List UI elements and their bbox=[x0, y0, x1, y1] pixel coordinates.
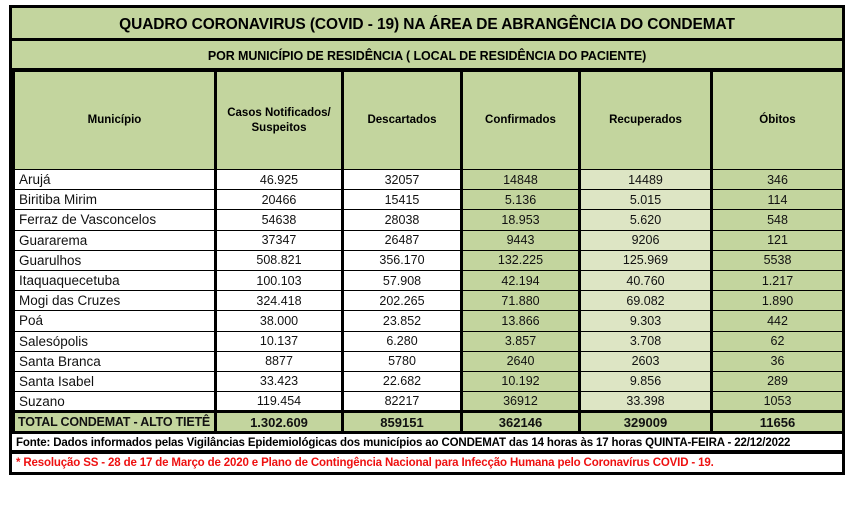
cell-confirmados: 36912 bbox=[462, 392, 580, 412]
cell-municipio: Salesópolis bbox=[14, 331, 216, 351]
cell-municipio: Suzano bbox=[14, 392, 216, 412]
cell-descartados: 57.908 bbox=[343, 270, 462, 290]
cell-notificados: 8877 bbox=[216, 351, 343, 371]
cell-notificados: 324.418 bbox=[216, 291, 343, 311]
table-row bbox=[14, 250, 844, 270]
cell-recuperados: 40.760 bbox=[580, 270, 712, 290]
cell-municipio: Santa Branca bbox=[14, 351, 216, 371]
cell-notificados: 33.423 bbox=[216, 371, 343, 391]
table-row bbox=[14, 351, 844, 371]
cell-descartados: 6.280 bbox=[343, 331, 462, 351]
cell-municipio: Mogi das Cruzes bbox=[14, 291, 216, 311]
cell-recuperados: 5.620 bbox=[580, 210, 712, 230]
table-row bbox=[14, 210, 844, 230]
cell-confirmados: 132.225 bbox=[462, 250, 580, 270]
cell-notificados: 100.103 bbox=[216, 270, 343, 290]
cell-obitos: 548 bbox=[712, 210, 844, 230]
cell-descartados: 28038 bbox=[343, 210, 462, 230]
page-subtitle: POR MUNICÍPIO DE RESIDÊNCIA ( LOCAL DE RESIDÊNCIA DO PACIENTE) bbox=[12, 41, 842, 71]
table-row bbox=[14, 392, 844, 412]
table-row bbox=[14, 190, 844, 210]
cell-confirmados: 9443 bbox=[462, 230, 580, 250]
cell-confirmados: 10.192 bbox=[462, 371, 580, 391]
cell-recuperados: 3.708 bbox=[580, 331, 712, 351]
cell-obitos: 114 bbox=[712, 190, 844, 210]
cell-municipio: Arujá bbox=[14, 170, 216, 190]
cell-obitos: 36 bbox=[712, 351, 844, 371]
table-row bbox=[14, 311, 844, 331]
cell-confirmados: 71.880 bbox=[462, 291, 580, 311]
header-row bbox=[14, 72, 844, 170]
table-row bbox=[14, 331, 844, 351]
table-header bbox=[14, 72, 844, 170]
cell-municipio: Itaquaquecetuba bbox=[14, 270, 216, 290]
cell-municipio: Santa Isabel bbox=[14, 371, 216, 391]
cell-confirmados: 3.857 bbox=[462, 331, 580, 351]
cell-notificados: 10.137 bbox=[216, 331, 343, 351]
cell-municipio: Poá bbox=[14, 311, 216, 331]
total-confirmados: 362146 bbox=[462, 412, 580, 433]
column-header-municipio: Município bbox=[14, 72, 216, 170]
cell-recuperados: 2603 bbox=[580, 351, 712, 371]
cell-recuperados: 125.969 bbox=[580, 250, 712, 270]
column-header-obitos: Óbitos bbox=[712, 72, 844, 170]
cell-recuperados: 14489 bbox=[580, 170, 712, 190]
source-note: Fonte: Dados informados pelas Vigilâncias Epidemiológicas dos municípios ao CONDEMAT das 14 horas às 17 horas QUINTA-FEIRA - 22/12/2022 bbox=[12, 434, 842, 453]
column-header-recuperados: Recuperados bbox=[580, 72, 712, 170]
total-descartados: 859151 bbox=[343, 412, 462, 433]
cell-descartados: 26487 bbox=[343, 230, 462, 250]
covid-data-table bbox=[12, 71, 845, 434]
table-row bbox=[14, 230, 844, 250]
table-body bbox=[14, 170, 844, 433]
cell-municipio: Biritiba Mirim bbox=[14, 190, 216, 210]
column-header-confirmados: Confirmados bbox=[462, 72, 580, 170]
page-title: QUADRO CORONAVIRUS (COVID - 19) NA ÁREA DE ABRANGÊNCIA DO CONDEMAT bbox=[12, 8, 842, 41]
cell-descartados: 32057 bbox=[343, 170, 462, 190]
table-row bbox=[14, 270, 844, 290]
table-row bbox=[14, 371, 844, 391]
cell-confirmados: 5.136 bbox=[462, 190, 580, 210]
cell-notificados: 20466 bbox=[216, 190, 343, 210]
cell-obitos: 1.217 bbox=[712, 270, 844, 290]
cell-municipio: Guarulhos bbox=[14, 250, 216, 270]
cell-confirmados: 18.953 bbox=[462, 210, 580, 230]
cell-municipio: Guararema bbox=[14, 230, 216, 250]
column-header-notificados bbox=[216, 72, 343, 170]
cell-notificados: 54638 bbox=[216, 210, 343, 230]
cell-recuperados: 69.082 bbox=[580, 291, 712, 311]
table-row bbox=[14, 170, 844, 190]
cell-notificados: 37347 bbox=[216, 230, 343, 250]
cell-confirmados: 14848 bbox=[462, 170, 580, 190]
cell-confirmados: 2640 bbox=[462, 351, 580, 371]
cell-obitos: 62 bbox=[712, 331, 844, 351]
cell-descartados: 15415 bbox=[343, 190, 462, 210]
cell-obitos: 5538 bbox=[712, 250, 844, 270]
cell-recuperados: 5.015 bbox=[580, 190, 712, 210]
cell-descartados: 22.682 bbox=[343, 371, 462, 391]
table-row bbox=[14, 291, 844, 311]
cell-notificados: 119.454 bbox=[216, 392, 343, 412]
cell-obitos: 346 bbox=[712, 170, 844, 190]
total-obitos: 11656 bbox=[712, 412, 844, 433]
total-label: TOTAL CONDEMAT - ALTO TIETÊ bbox=[14, 412, 216, 433]
covid-table-sheet bbox=[9, 5, 845, 475]
cell-obitos: 289 bbox=[712, 371, 844, 391]
cell-recuperados: 9.856 bbox=[580, 371, 712, 391]
cell-obitos: 121 bbox=[712, 230, 844, 250]
cell-notificados: 38.000 bbox=[216, 311, 343, 331]
resolution-note: * Resolução SS - 28 de 17 de Março de 2020 e Plano de Contingência Nacional para Infecção Humana pelo Coronavírus COVID - 19. bbox=[12, 453, 842, 472]
cell-confirmados: 42.194 bbox=[462, 270, 580, 290]
cell-descartados: 356.170 bbox=[343, 250, 462, 270]
cell-descartados: 23.852 bbox=[343, 311, 462, 331]
cell-recuperados: 9206 bbox=[580, 230, 712, 250]
cell-confirmados: 13.866 bbox=[462, 311, 580, 331]
cell-descartados: 5780 bbox=[343, 351, 462, 371]
cell-descartados: 82217 bbox=[343, 392, 462, 412]
cell-obitos: 1.890 bbox=[712, 291, 844, 311]
cell-municipio: Ferraz de Vasconcelos bbox=[14, 210, 216, 230]
cell-obitos: 1053 bbox=[712, 392, 844, 412]
total-notificados: 1.302.609 bbox=[216, 412, 343, 433]
cell-descartados: 202.265 bbox=[343, 291, 462, 311]
column-header-notificados-line1: Casos Notificados/ bbox=[227, 106, 331, 119]
cell-recuperados: 33.398 bbox=[580, 392, 712, 412]
cell-notificados: 46.925 bbox=[216, 170, 343, 190]
total-row bbox=[14, 412, 844, 433]
cell-obitos: 442 bbox=[712, 311, 844, 331]
column-header-notificados-line2: Suspeitos bbox=[251, 121, 307, 134]
cell-recuperados: 9.303 bbox=[580, 311, 712, 331]
cell-notificados: 508.821 bbox=[216, 250, 343, 270]
total-recuperados: 329009 bbox=[580, 412, 712, 433]
column-header-descartados: Descartados bbox=[343, 72, 462, 170]
